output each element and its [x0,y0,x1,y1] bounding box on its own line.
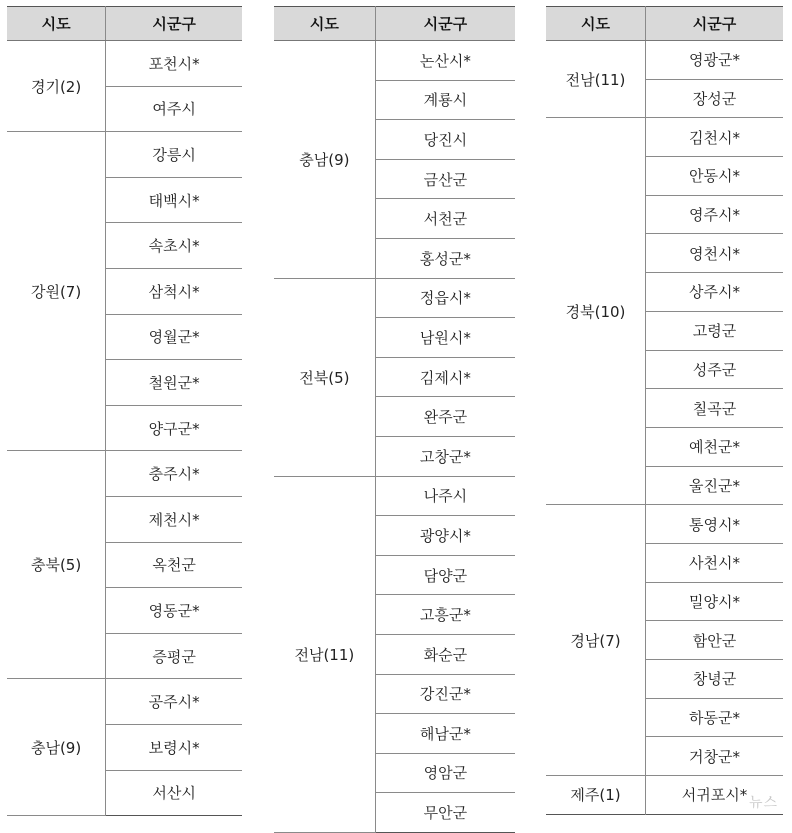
city-cell: 영동군* [106,588,242,634]
city-cell: 안동시* [646,157,783,196]
city-cell: 옥천군 [106,542,242,588]
city-cell: 계룡시 [375,80,515,120]
table-row [7,132,242,178]
city-cell: 영암군 [375,753,515,793]
city-cell: 서귀포시* [681,786,748,805]
city-cell: 영월군* [106,314,242,360]
city-cell: 하동군* [646,698,783,737]
province-cell: 경기(2) [7,41,106,132]
city-cell: 삼척시* [106,268,242,314]
region-table-left [7,6,242,816]
city-cell: 화순군 [375,634,515,674]
city-cell: 밀양시* [646,582,783,621]
city-cell: 보령시* [106,724,242,770]
city-cell: 당진시 [375,120,515,160]
province-header: 시도 [546,7,646,41]
province-cell: 제주(1) [546,776,646,815]
city-header: 시군구 [106,7,242,41]
table-row [7,451,242,497]
city-cell: 포천시* [106,41,242,87]
city-cell: 제천시* [106,496,242,542]
table-row [274,41,515,81]
city-cell: 거창군* [646,737,783,776]
city-cell: 증평군 [106,633,242,679]
city-cell: 예천군* [646,427,783,466]
province-cell: 강원(7) [7,132,106,451]
city-cell: 무안군 [423,804,468,823]
city-cell: 함안군 [646,621,783,660]
region-table-right [546,6,783,815]
city-cell: 남원시* [375,318,515,358]
province-header: 시도 [7,7,106,41]
city-cell: 창녕군 [646,660,783,699]
table-row [546,41,783,80]
city-cell: 논산시* [375,41,515,81]
watermark-text: 뉴스 [748,795,778,811]
city-cell: 나주시 [375,476,515,516]
province-cell: 충남(9) [274,41,375,279]
city-cell: 칠곡군 [646,389,783,428]
table-row [546,776,783,815]
city-cell: 서산시 [152,784,196,803]
city-cell: 영천시* [646,234,783,273]
province-cell: 충남(9) [7,679,106,816]
city-header: 시군구 [646,7,783,41]
city-cell: 광양시* [375,516,515,556]
city-cell: 금산군 [375,159,515,199]
city-cell: 영주시* [646,195,783,234]
city-header: 시군구 [375,7,515,41]
province-cell: 전북(5) [274,278,375,476]
header-row [546,7,783,41]
city-cell: 공주시* [106,679,242,725]
city-cell: 서천군 [375,199,515,239]
table-row [546,505,783,544]
city-cell: 철원군* [106,360,242,406]
city-cell: 상주시* [646,273,783,312]
city-cell: 강진군* [375,674,515,714]
city-cell: 고흥군* [375,595,515,635]
header-row [274,7,515,41]
header-row [7,7,242,41]
region-table-middle [274,6,515,833]
table-row [7,679,242,725]
city-cell: 장성군 [646,79,783,118]
city-cell: 영광군* [646,41,783,80]
city-cell: 완주군 [375,397,515,437]
city-cell: 속초시* [106,223,242,269]
city-cell: 김천시* [646,118,783,157]
table-row [274,278,515,318]
province-cell: 경북(10) [546,118,646,505]
city-cell: 통영시* [646,505,783,544]
table-row [274,476,515,516]
city-cell: 고령군 [646,311,783,350]
province-cell: 전남(11) [546,41,646,118]
city-cell: 사천시* [646,543,783,582]
province-cell: 충북(5) [7,451,106,679]
province-cell: 경남(7) [546,505,646,776]
city-cell: 고창군* [375,436,515,476]
city-cell: 울진군* [646,466,783,505]
city-cell: 충주시* [106,451,242,497]
province-header: 시도 [274,7,375,41]
city-cell: 태백시* [106,177,242,223]
province-cell: 전남(11) [274,476,375,832]
city-cell: 정읍시* [375,278,515,318]
table-row [7,41,242,87]
table-row [546,118,783,157]
city-cell: 해남군* [375,714,515,754]
city-cell: 성주군 [646,350,783,389]
city-cell: 홍성군* [375,238,515,278]
city-cell: 강릉시 [106,132,242,178]
city-cell: 김제시* [375,357,515,397]
city-cell: 양구군* [106,405,242,451]
city-cell: 여주시 [106,86,242,132]
city-cell: 담양군 [375,555,515,595]
